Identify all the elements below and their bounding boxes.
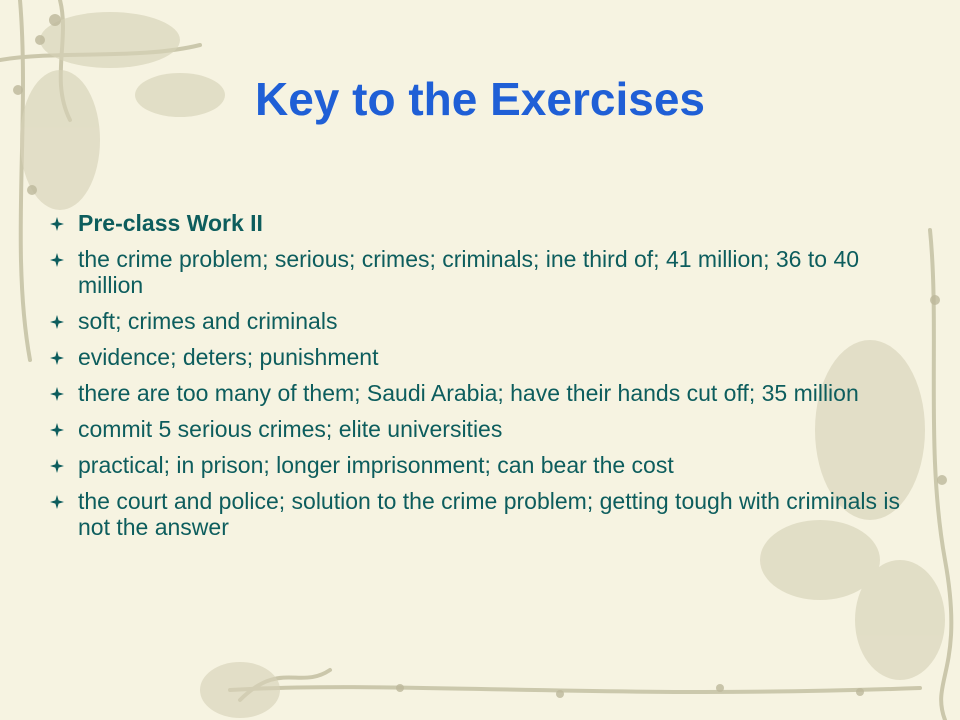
- bullet-text: evidence; deters; punishment: [78, 344, 379, 370]
- bullet-item: [48, 416, 928, 442]
- bullet-item: [48, 308, 928, 334]
- bullet-text: Pre-class Work II: [78, 210, 263, 236]
- bullet-text: soft; crimes and criminals: [78, 308, 338, 334]
- bullet-item: [48, 344, 928, 370]
- bullet-text: there are too many of them; Saudi Arabia; have their hands cut off; 35 million: [78, 380, 859, 406]
- diamond-star-icon: [50, 315, 64, 329]
- bullet-item: [48, 488, 928, 540]
- bullet-item: [48, 452, 928, 478]
- diamond-star-icon: [50, 253, 64, 267]
- diamond-star-icon: [50, 351, 64, 365]
- diamond-star-icon: [50, 423, 64, 437]
- diamond-star-icon: [50, 387, 64, 401]
- slide-title: Key to the Exercises: [254, 73, 705, 125]
- diamond-star-icon: [50, 459, 64, 473]
- diamond-star-icon: [50, 495, 64, 509]
- bullet-text: the crime problem; serious; crimes; criminals; ine third of; 41 million; 36 to 40 million: [78, 246, 860, 298]
- bullet-text: practical; in prison; longer imprisonment; can bear the cost: [78, 452, 674, 478]
- bullet-list: [48, 210, 928, 550]
- bullet-item: [48, 380, 928, 406]
- bullet-text: commit 5 serious crimes; elite universities: [78, 416, 503, 442]
- bullet-text: the court and police; solution to the crime problem; getting tough with criminals is not the answer: [78, 488, 901, 540]
- bullet-item: [48, 246, 928, 298]
- bullet-item: [48, 210, 928, 236]
- diamond-star-icon: [50, 217, 64, 231]
